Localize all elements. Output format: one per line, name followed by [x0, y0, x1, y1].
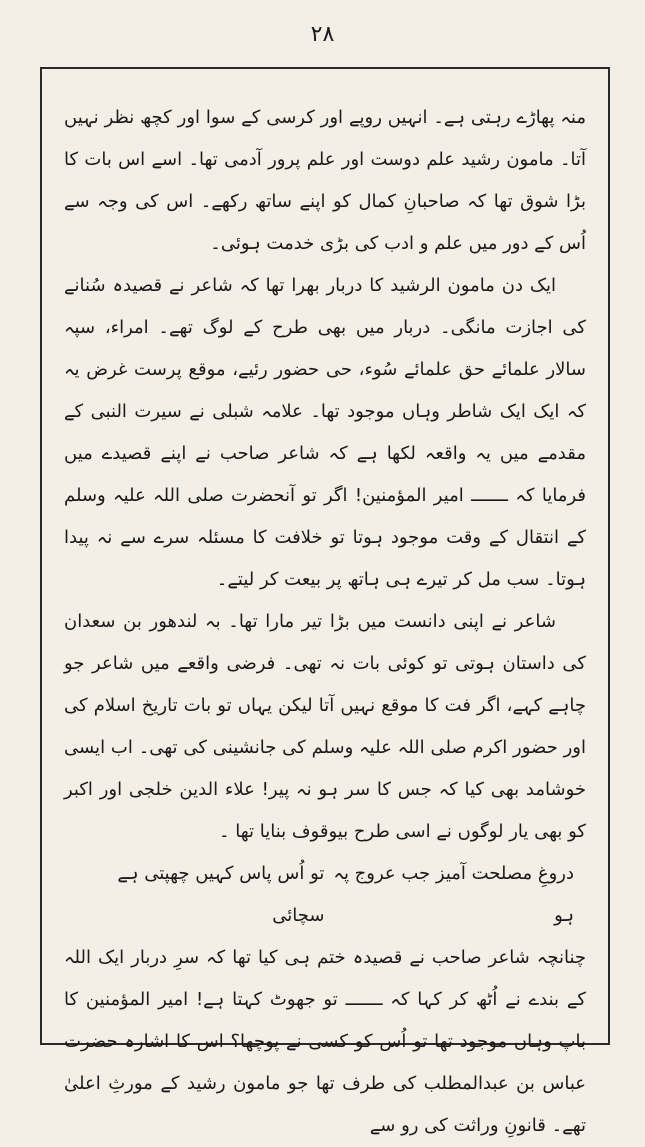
- couplet-first-line: دروغِ مصلحت آمیز جب عروج پہ ہو: [333, 863, 574, 926]
- paragraph-1: منہ پھاڑے رہتی ہے۔ انہیں روپے اور کرسی کے سوا اور کچھ نظر نہیں آتا۔ مامون رشید علم دوست اور علم پرور آدمی تھا۔ اسے اس بات کا بڑا شوق تھا کہ صاحبانِ کمال کو اپنے ساتھ رکھے۔ اس کی وجہ سے اُس کے دور میں علم و ادب کی بڑی خدمت ہوئی۔: [64, 107, 586, 254]
- paragraph-2: ایک دن مامون الرشید کا دربار بھرا تھا کہ شاعر نے قصیدہ سُنانے کی اجازت مانگی۔ دربار میں بھی طرح کے لوگ تھے۔ امراء، سپہ سالار علمائے حق علمائے سُوء، حی حضور رئیے، موقع پرست غرض یہ کہ ایک ایک شاطر وہاں موجود تھا۔ علامہ شبلی نے سیرت النبی کے مقدمے میں یہ واقعہ لکھا ہے کہ شاعر صاحب نے اپنے قصیدے میں فرمایا کہ ـــــــ امیر المؤمنین! اگر تو آنحضرت صلی اللہ علیہ وسلم کے انتقال کے وقت موجود ہوتا تو خلافت کا مسئلہ سرے سے نہ پیدا ہوتا۔ سب مل کر تیرے ہی ہاتھ پر بیعت کر لیتے۔: [64, 275, 586, 590]
- verse-couplet: [64, 853, 586, 937]
- paragraph-3: شاعر نے اپنی دانست میں بڑا تیر مارا تھا۔ بہ لندھور بن سعدان کی داستان ہوتی تو کوئی بات نہ تھی۔ فرضی واقعے میں شاعر جو چاہے کہے، اگر فت کا موقع نہیں آتا لیکن یہاں تو بات تاریخ اسلام کی اور حضور اکرم صلی اللہ علیہ وسلم کی جانشینی کی تھی۔ اب ایسی خوشامد بھی کیا کہ جس کا سر ہو نہ پیر! علاء الدین خلجی اور اکبر کو بھی یار لوگوں نے اسی طرح بیوقوف بنایا تھا ۔: [64, 611, 586, 842]
- text-frame: [40, 67, 610, 1136]
- page-number: ۲۸: [310, 22, 335, 47]
- body-text-continued: [64, 937, 586, 1147]
- couplet-second-line: تو اُس پاس کہیں چھپتی ہے سچائی: [117, 863, 325, 926]
- paragraph-4: چنانچہ شاعر صاحب نے قصیدہ ختم ہی کیا تھا کہ سرِ دربار ایک اللہ کے بندے نے اُٹھ کر کہا کہ ـــــــ تو جھوٹ کہتا ہے! امیر المؤمنین کا باپ وہاں موجود تھا تو اُس کو کسی نے پوچھا؟ اس کا اشارہ حضرت عباس بن عبدالمطلب کی طرف تھا جو مامون رشید کے مورثِ اعلیٰ تھے۔ قانونِ وراثت کی رو سے: [64, 947, 586, 1136]
- body-text: [64, 97, 586, 853]
